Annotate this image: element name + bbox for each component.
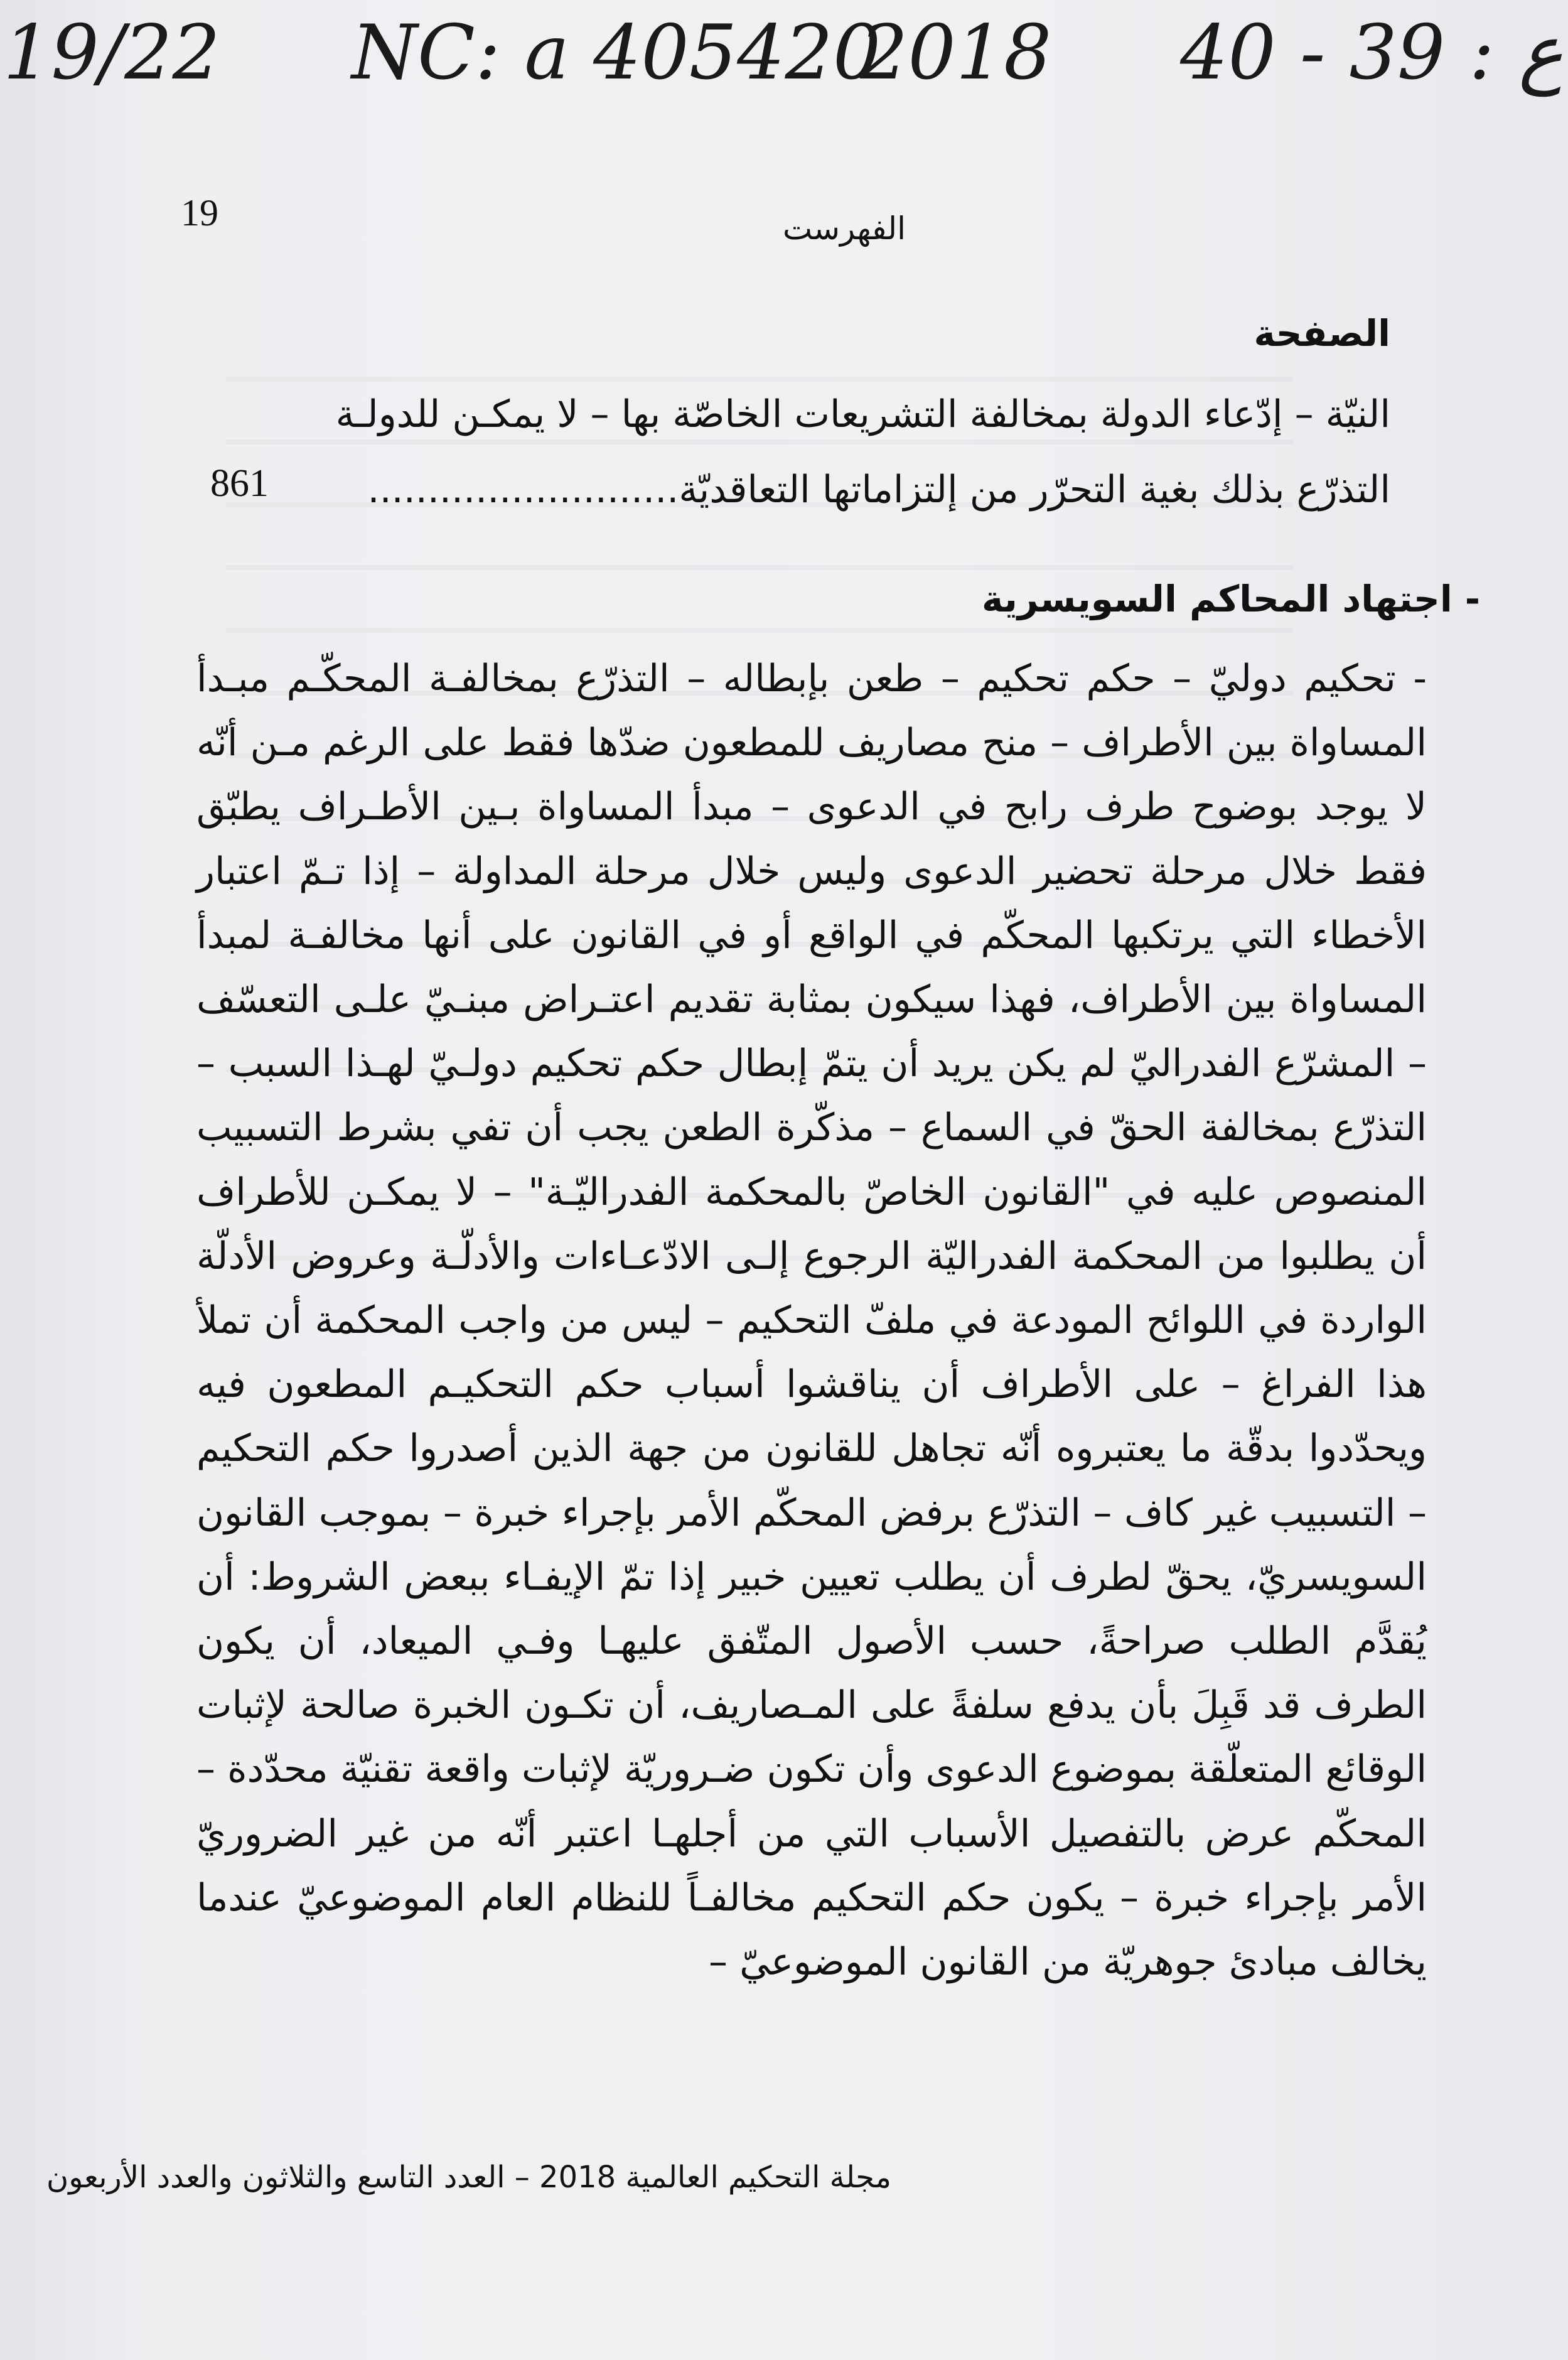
column-heading: الصفحة (1254, 312, 1390, 355)
page-number: 19 (181, 192, 218, 234)
index-entry-body: - تحكيم دوليّ – حكم تحكيم – طعن بإبطاله – التذرّع بمخالفـة المحكّـم مبـدأ المساواة بين الأطراف – منح مصاريف للمطعون ضدّها فقط على الرغم مـن أنّه لا يوجد بوضوح طرف رابح في الدعوى – مبدأ المساواة بـين الأطـراف يطبّق فقط خلال مرحلة تحضير الدعوى وليس خلال مرحلة المداولة – إذا تـمّ اعتبار الأخطاء التي يرتكبها المحكّم في الواقع أو في القانون على أنها مخالفـة لمبدأ المساواة بين الأطراف، فهذا سيكون بمثابة تقديم اعتـراض مبنـيّ علـى التعسّف – المشرّع الفدراليّ لم يكن يريد أن يتمّ إبطال حكم تحكيم دولـيّ لهـذا السبب – التذرّع بمخالفة الحقّ في السماع – مذكّرة الطعن يجب أن تفي بشرط التسبيب المنصوص عليه في "القانون الخاصّ بالمحكمة الفدراليّـة" – لا يمكـن للأطراف أن يطلبوا من المحكمة الفدراليّة الرجوع إلـى الادّعـاءات والأدلّـة وعروض الأدلّة الواردة في اللوائح المودعة في ملفّ التحكيم – ليس من واجب المحكمة أن تملأ هذا الفراغ – على الأطراف أن يناقشوا أسباب حكم التحكيـم المطعون فيه ويحدّدوا بدقّة ما يعتبروه أنّه تجاهل للقانون من جهة الذين أصدروا حكم التحكيم – التسبيب غير كاف – التذرّع برفض المحكّم الأمر بإجراء خبرة – بموجب القانون السويسريّ، يحقّ لطرف أن يطلب تعيين خبير إذا تمّ الإيفـاء ببعض الشروط: أن يُقدَّم الطلب صراحةً، حسب الأصول المتّفق عليهـا وفـي الميعاد، أن يكون الطرف قد قَبِلَ بأن يدفع سلفةً على المـصاريف، أن تكـون الخبرة صالحة لإثبات الوقائع المتعلّقة بموضوع الدعوى وأن تكون ضـروريّة لإثبات واقعة تقنيّة محدّدة – المحكّم عرض بالتفصيل الأسباب التي من أجلهـا اعتبر أنّه من غير الضروريّ الأمر بإجراء خبرة – يكون حكم التحكيم مخالفـاً للنظام العام الموضوعيّ عندما يخالف مبادئ جوهريّة من القانون الموضوعيّ – (196, 657, 1427, 1985)
journal-footer: مجلة التحكيم العالمية 2018 – العدد التاسع والثلاثون والعدد الأربعون (46, 2160, 891, 2195)
entry-page-ref: 861 (210, 462, 269, 505)
entry-line-2: التذرّع بذلك بغية التحرّر من إلتزاماتها التعاقديّة.......................... (367, 468, 1390, 512)
handwritten-issue: 40 - 39 : ع (1180, 9, 1564, 97)
section-heading: - اجتهاد المحاكم السويسرية (981, 578, 1480, 620)
handwritten-code: NC: a 405420 (352, 9, 881, 97)
page-title: الفهرست (782, 210, 906, 247)
handwritten-year: 2018 (860, 9, 1052, 97)
handwritten-ref: 19/22 (3, 9, 220, 97)
entry-line-1: النيّة – إدّعاء الدولة بمخالفة التشريعات الخاصّة بها – لا يمكـن للدولـة (335, 392, 1390, 436)
